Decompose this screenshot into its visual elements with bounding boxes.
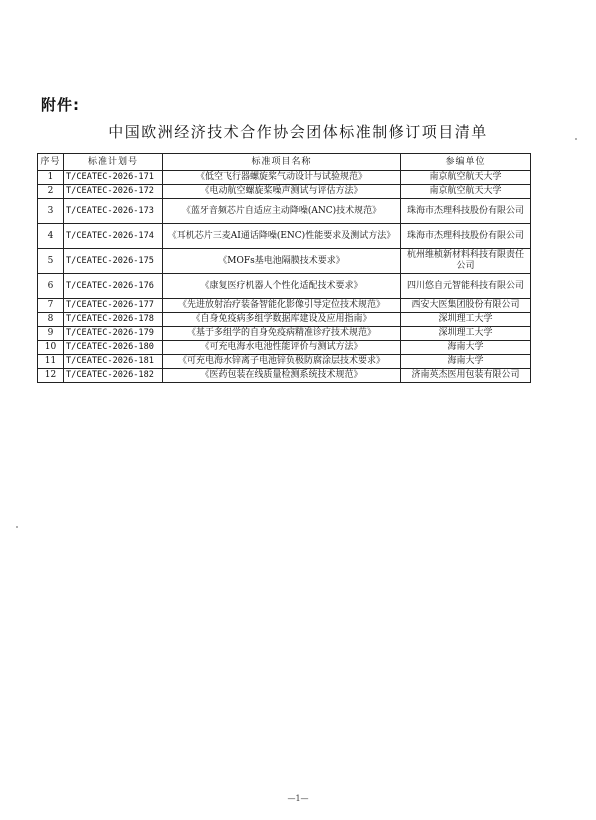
- row-project-name: 《可充电海水锌离子电池锌负极防腐涂层技术要求》: [163, 355, 401, 369]
- row-plan-code: T/CEATEC-2026-178: [64, 313, 163, 327]
- row-project-name: 《耳机芯片三麦AI通话降噪(ENC)性能要求及测试方法》: [163, 224, 401, 249]
- table-row: [38, 355, 531, 369]
- page-number: —1—: [287, 794, 309, 803]
- header-project-name: 标准项目名称: [163, 154, 401, 171]
- row-unit: 南京航空航天大学: [401, 185, 531, 199]
- row-unit: 四川悠自元智能科技有限公司: [401, 274, 531, 299]
- table-row: [38, 327, 531, 341]
- scan-speck: [16, 526, 18, 528]
- document-title: 中国欧洲经济技术合作协会团体标准制修订项目清单: [108, 123, 488, 141]
- table-row: [38, 224, 531, 249]
- row-project-name: 《电动航空螺旋桨噪声测试与评估方法》: [163, 185, 401, 199]
- row-project-name: 《康复医疗机器人个性化适配技术要求》: [163, 274, 401, 299]
- row-unit: 西安大医集团股份有限公司: [401, 299, 531, 313]
- row-unit: 济南英杰医用包装有限公司: [401, 369, 531, 383]
- row-no: 9: [38, 327, 64, 341]
- scan-speck: [575, 138, 577, 140]
- row-project-name: 《MOFs基电池隔膜技术要求》: [163, 249, 401, 274]
- row-plan-code: T/CEATEC-2026-171: [64, 171, 163, 185]
- table-row: [38, 341, 531, 355]
- table-row: [38, 313, 531, 327]
- row-plan-code: T/CEATEC-2026-173: [64, 199, 163, 224]
- row-no: 5: [38, 249, 64, 274]
- row-no: 2: [38, 185, 64, 199]
- row-plan-code: T/CEATEC-2026-179: [64, 327, 163, 341]
- row-unit: 珠海市杰理科技股份有限公司: [401, 224, 531, 249]
- row-plan-code: T/CEATEC-2026-176: [64, 274, 163, 299]
- row-unit: 深圳理工大学: [401, 327, 531, 341]
- row-no: 12: [38, 369, 64, 383]
- row-plan-code: T/CEATEC-2026-174: [64, 224, 163, 249]
- row-unit: 深圳理工大学: [401, 313, 531, 327]
- row-no: 3: [38, 199, 64, 224]
- row-project-name: 《先进放射治疗装备智能化影像引导定位技术规范》: [163, 299, 401, 313]
- row-unit: 南京航空航天大学: [401, 171, 531, 185]
- row-unit: 杭州维桢新材料科技有限责任公司: [401, 249, 531, 274]
- table-row: [38, 185, 531, 199]
- table-row: [38, 274, 531, 299]
- row-no: 6: [38, 274, 64, 299]
- row-project-name: 《医药包装在线质量检测系统技术规范》: [163, 369, 401, 383]
- row-no: 8: [38, 313, 64, 327]
- row-plan-code: T/CEATEC-2026-181: [64, 355, 163, 369]
- row-plan-code: T/CEATEC-2026-177: [64, 299, 163, 313]
- header-no: 序号: [38, 154, 64, 171]
- row-unit: 海南大学: [401, 355, 531, 369]
- row-no: 1: [38, 171, 64, 185]
- table-row: [38, 369, 531, 383]
- row-project-name: 《基于多组学的自身免疫病精准诊疗技术规范》: [163, 327, 401, 341]
- row-project-name: 《蓝牙音频芯片自适应主动降噪(ANC)技术规范》: [163, 199, 401, 224]
- row-plan-code: T/CEATEC-2026-175: [64, 249, 163, 274]
- row-plan-code: T/CEATEC-2026-180: [64, 341, 163, 355]
- table-row: [38, 199, 531, 224]
- header-participating-unit: 参编单位: [401, 154, 531, 171]
- row-project-name: 《低空飞行器螺旋桨气动设计与试验规范》: [163, 171, 401, 185]
- row-no: 7: [38, 299, 64, 313]
- row-no: 4: [38, 224, 64, 249]
- table-header-row: [38, 154, 531, 171]
- row-project-name: 《可充电海水电池性能评价与测试方法》: [163, 341, 401, 355]
- row-no: 10: [38, 341, 64, 355]
- row-unit: 海南大学: [401, 341, 531, 355]
- row-plan-code: T/CEATEC-2026-182: [64, 369, 163, 383]
- row-unit: 珠海市杰理科技股份有限公司: [401, 199, 531, 224]
- table-row: [38, 249, 531, 274]
- row-no: 11: [38, 355, 64, 369]
- row-project-name: 《自身免疫病多组学数据库建设及应用指南》: [163, 313, 401, 327]
- header-plan-code: 标准计划号: [64, 154, 163, 171]
- table-row: [38, 299, 531, 313]
- attachment-label: 附件:: [41, 96, 80, 114]
- standards-table: [37, 153, 531, 383]
- table-row: [38, 171, 531, 185]
- row-plan-code: T/CEATEC-2026-172: [64, 185, 163, 199]
